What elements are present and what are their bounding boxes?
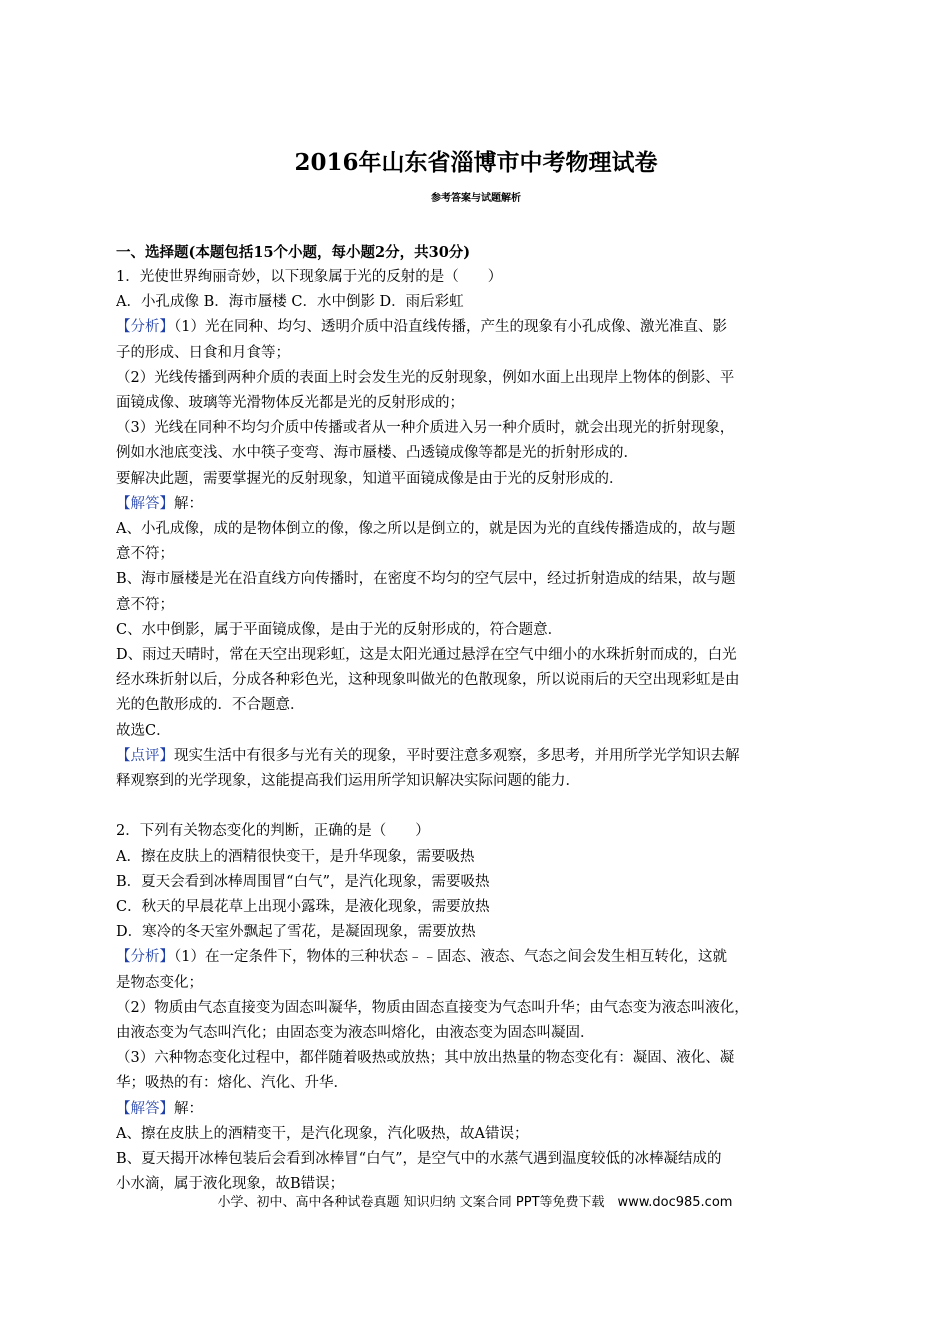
question-option-d: D．寒冷的冬天室外飘起了雪花，是凝固现象，需要放热 [116, 924, 476, 941]
analysis-line: 子的形成、日食和月食等； [116, 344, 290, 361]
analysis-line: 【分析】（1）光在同种、均匀、透明介质中沿直线传播，产生的现象有小孔成像、激光准直、影 [116, 319, 727, 336]
comment-line: 【点评】现实生活中有很多与光有关的现象，平时要注意多观察，多思考，并用所学光学知识去解 [116, 747, 740, 764]
analysis-line: 面镜成像、玻璃等光滑物体反光都是光的反射形成的； [116, 395, 464, 412]
answer-line: C、水中倒影，属于平面镜成像，是由于光的反射形成的，符合题意． [116, 621, 563, 638]
answer-line: 光的色散形成的．不合题意． [116, 697, 305, 714]
page-subtitle: 参考答案与试题解析 [431, 193, 521, 204]
question-options: A．小孔成像 B．海市蜃楼 C．水中倒影 D．雨后彩虹 [116, 294, 464, 311]
question-option-c: C．秋天的早晨花草上出现小露珠，是液化现象，需要放热 [116, 899, 490, 916]
answer-tag: 【解答】 [116, 495, 174, 512]
analysis-line: （2）物质由气态直接变为固态叫凝华，物质由固态直接变为气态叫升华；由气态变为液态叫液化， [116, 999, 749, 1016]
page-footer: 小学、初中、高中各种试卷真题 知识归纳 文案合同 PPT等免费下载 www.doc985.com [217, 1195, 733, 1210]
analysis-line: 例如水池底变浅、水中筷子变弯、海市蜃楼、凸透镜成像等都是光的折射形成的． [116, 445, 638, 462]
question-stem: 1．光使世界绚丽奇妙，以下现象属于光的反射的是（ ） [116, 269, 503, 285]
blank-line [116, 794, 836, 819]
answer-choice: 故选C． [116, 722, 171, 739]
answer-line: 【解答】解： [116, 495, 203, 512]
question-2 [116, 819, 836, 1197]
question-stem: 2．下列有关物态变化的判断，正确的是（ ） [116, 823, 430, 840]
analysis-line: （3）光线在同种不均匀介质中传播或者从一种介质进入另一种介质时，就会出现光的折射现象， [116, 420, 735, 437]
analysis-line: 要解决此题，需要掌握光的反射现象，知道平面镜成像是由于光的反射形成的． [116, 470, 624, 487]
answer-line: A、小孔成像，成的是物体倒立的像，像之所以是倒立的，就是因为光的直线传播造成的，故与题 [116, 521, 736, 538]
analysis-line: 是物态变化； [116, 974, 203, 991]
answer-line: 小水滴，属于液化现象，故B错误； [116, 1176, 345, 1193]
page-title: 2016年山东省淄博市中考物理试卷 [294, 149, 658, 176]
comment-line: 释观察到的光学现象，这能提高我们运用所学知识解决实际问题的能力． [116, 773, 580, 790]
comment-tag: 【点评】 [116, 747, 174, 764]
analysis-line: 由液态变为气态叫汽化；由固态变为液态叫熔化，由液态变为固态叫凝固． [116, 1025, 595, 1042]
answer-line: D、雨过天晴时，常在天空出现彩虹，这是太阳光通过悬浮在空气中细小的水珠折射而成的，白光 [116, 647, 737, 664]
analysis-tag: 【分析】 [116, 949, 174, 966]
answer-line: 意不符； [116, 596, 174, 613]
question-1 [116, 265, 836, 794]
answer-tag: 【解答】 [116, 1100, 174, 1117]
answer-line: 经水珠折射以后，分成各种彩色光，这种现象叫做光的色散现象，所以说雨后的天空出现彩虹是由 [116, 672, 740, 689]
document-page [116, 140, 836, 1198]
question-option-a: A．擦在皮肤上的酒精很快变干，是升华现象，需要吸热 [116, 848, 475, 865]
analysis-line: （2）光线传播到两种介质的表面上时会发生光的反射现象，例如水面上出现岸上物体的倒影、平 [116, 369, 735, 386]
analysis-line: （3）六种物态变化过程中，都伴随着吸热或放热；其中放出热量的物态变化有：凝固、液化、凝 [116, 1050, 735, 1067]
answer-line: 意不符； [116, 546, 174, 563]
answer-line: B、夏天揭开冰棒包装后会看到冰棒冒“白气”，是空气中的水蒸气遇到温度较低的冰棒凝结成的 [116, 1151, 722, 1168]
answer-line: A、擦在皮肤上的酒精变干，是汽化现象，汽化吸热，故A错误； [116, 1125, 529, 1142]
question-option-b: B．夏天会看到冰棒周围冒“白气”，是汽化现象，需要吸热 [116, 873, 490, 890]
analysis-line: 华；吸热的有：熔化、汽化、升华． [116, 1075, 348, 1092]
answer-line: 【解答】解： [116, 1100, 203, 1117]
section-heading: 一、选择题(本题包括15个小题，每小题2分，共30分) [116, 244, 471, 261]
analysis-tag: 【分析】 [116, 319, 174, 336]
answer-line: B、海市蜃楼是光在沿直线方向传播时，在密度不均匀的空气层中，经过折射造成的结果，故与题 [116, 571, 736, 588]
analysis-line: 【分析】（1）在一定条件下，物体的三种状态﹣﹣固态、液态、气态之间会发生相互转化，这就 [116, 949, 727, 966]
